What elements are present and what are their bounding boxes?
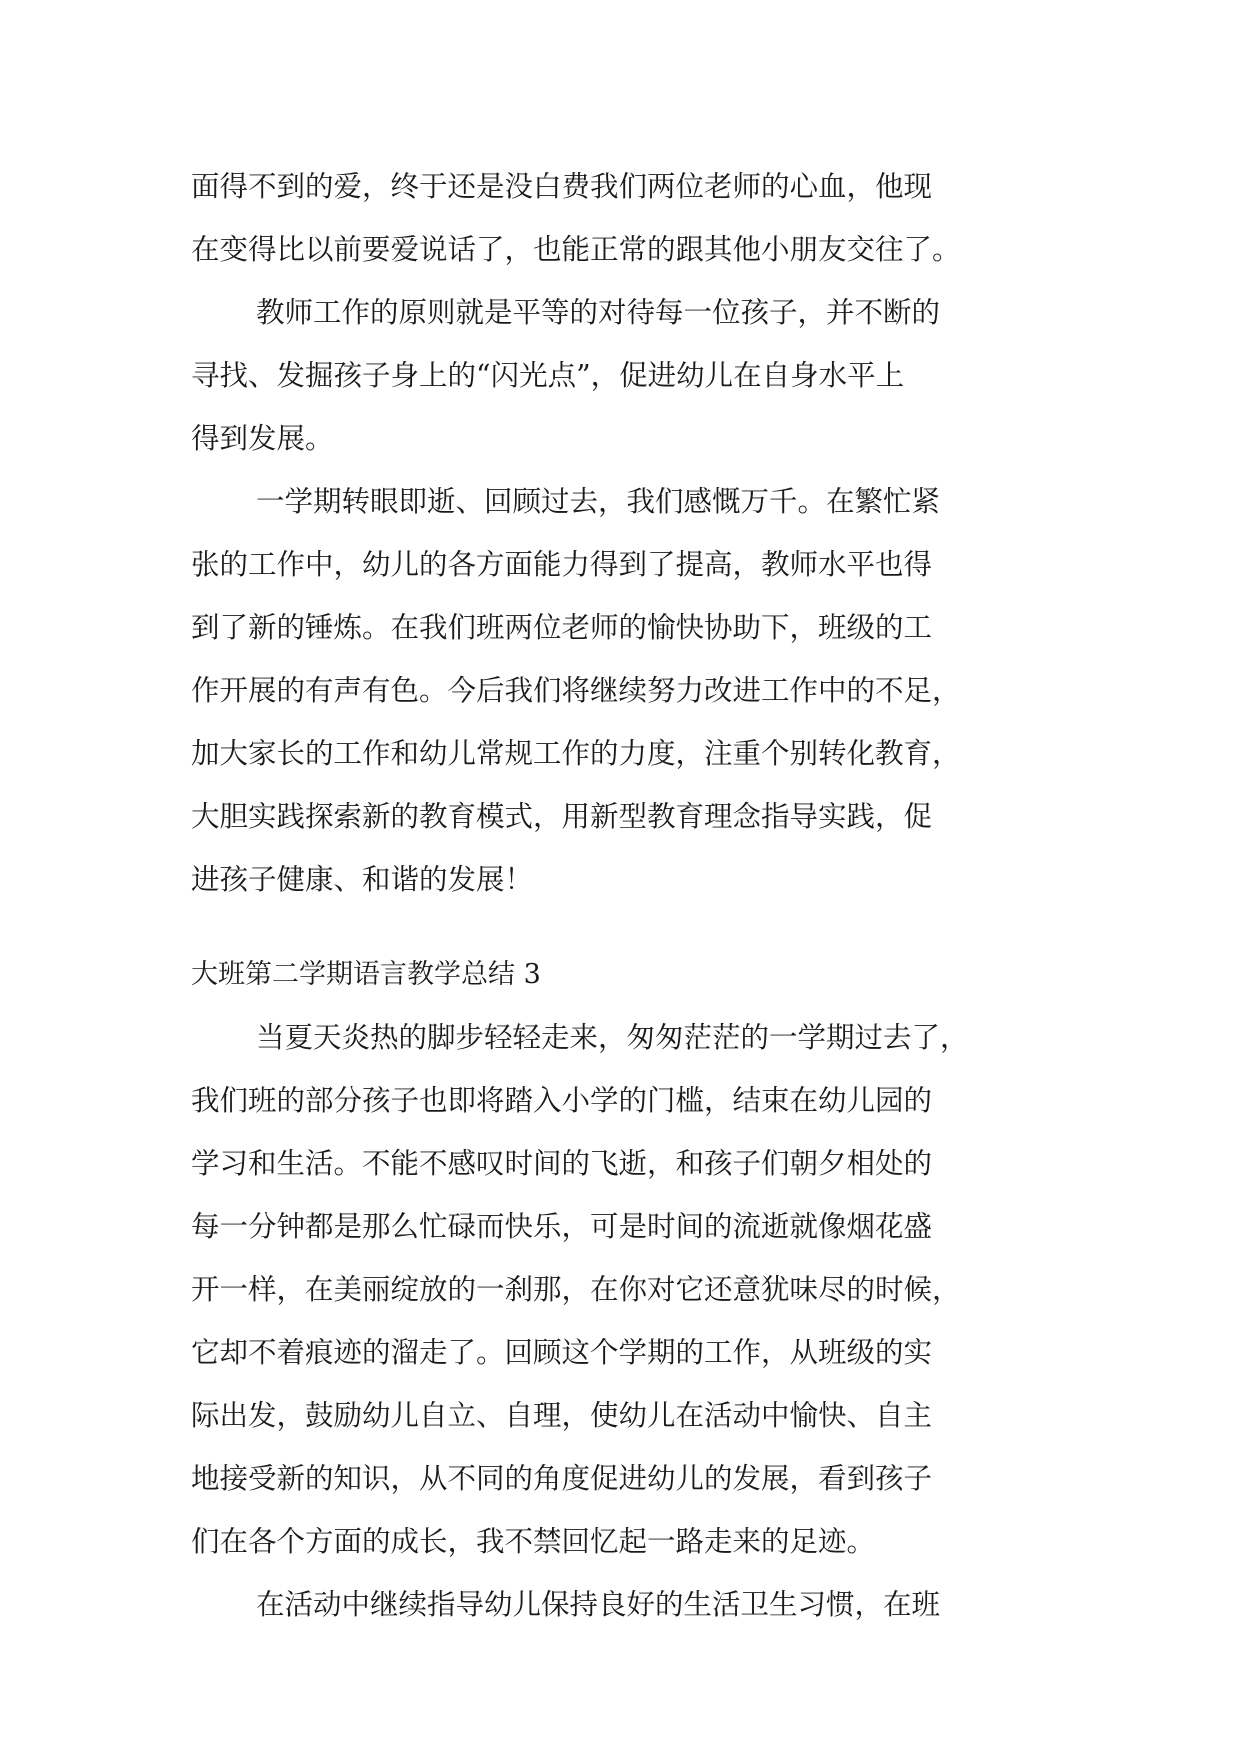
paragraph-line: 在活动中继续指导幼儿保持良好的生活卫生习惯，在班 [256, 1588, 941, 1621]
paragraph-line: 开一样，在美丽绽放的一刹那，在你对它还意犹味尽的时候， [191, 1273, 961, 1306]
paragraph-line: 作开展的有声有色。今后我们将继续努力改进工作中的不足， [191, 674, 961, 707]
paragraph-line: 到了新的锤炼。在我们班两位老师的愉快协助下，班级的工 [191, 611, 933, 644]
paragraph-line: 每一分钟都是那么忙碌而快乐，可是时间的流逝就像烟花盛 [191, 1210, 933, 1243]
paragraph-line: 面得不到的爱，终于还是没白费我们两位老师的心血，他现 [191, 170, 933, 203]
paragraph-line: 得到发展。 [191, 422, 334, 455]
paragraph-line: 地接受新的知识，从不同的角度促进幼儿的发展，看到孩子 [191, 1462, 933, 1495]
paragraph-line: 我们班的部分孩子也即将踏入小学的门槛，结束在幼儿园的 [191, 1084, 933, 1117]
paragraph-line: 寻找、发掘孩子身上的“闪光点”，促进幼儿在自身水平上 [191, 359, 905, 392]
paragraph-line: 进孩子健康、和谐的发展！ [191, 863, 534, 896]
paragraph-line: 教师工作的原则就是平等的对待每一位孩子，并不断的 [256, 296, 941, 329]
paragraph-line: 在变得比以前要爱说话了，也能正常的跟其他小朋友交往了。 [191, 233, 961, 266]
section-heading: 大班第二学期语言教学总结 3 [191, 959, 541, 990]
paragraph-line: 学习和生活。不能不感叹时间的飞逝，和孩子们朝夕相处的 [191, 1147, 933, 1180]
paragraph-line: 一学期转眼即逝、回顾过去，我们感慨万千。在繁忙紧 [256, 485, 941, 518]
paragraph-line: 当夏天炎热的脚步轻轻走来，匆匆茫茫的一学期过去了， [256, 1021, 969, 1054]
paragraph-line: 际出发，鼓励幼儿自立、自理，使幼儿在活动中愉快、自主 [191, 1399, 933, 1432]
paragraph-line: 张的工作中，幼儿的各方面能力得到了提高，教师水平也得 [191, 548, 933, 581]
paragraph-line: 们在各个方面的成长，我不禁回忆起一路走来的足迹。 [191, 1525, 876, 1558]
paragraph-line: 它却不着痕迹的溜走了。回顾这个学期的工作，从班级的实 [191, 1336, 933, 1369]
paragraph-line: 加大家长的工作和幼儿常规工作的力度，注重个别转化教育， [191, 737, 961, 770]
paragraph-line: 大胆实践探索新的教育模式，用新型教育理念指导实践，促 [191, 800, 933, 833]
